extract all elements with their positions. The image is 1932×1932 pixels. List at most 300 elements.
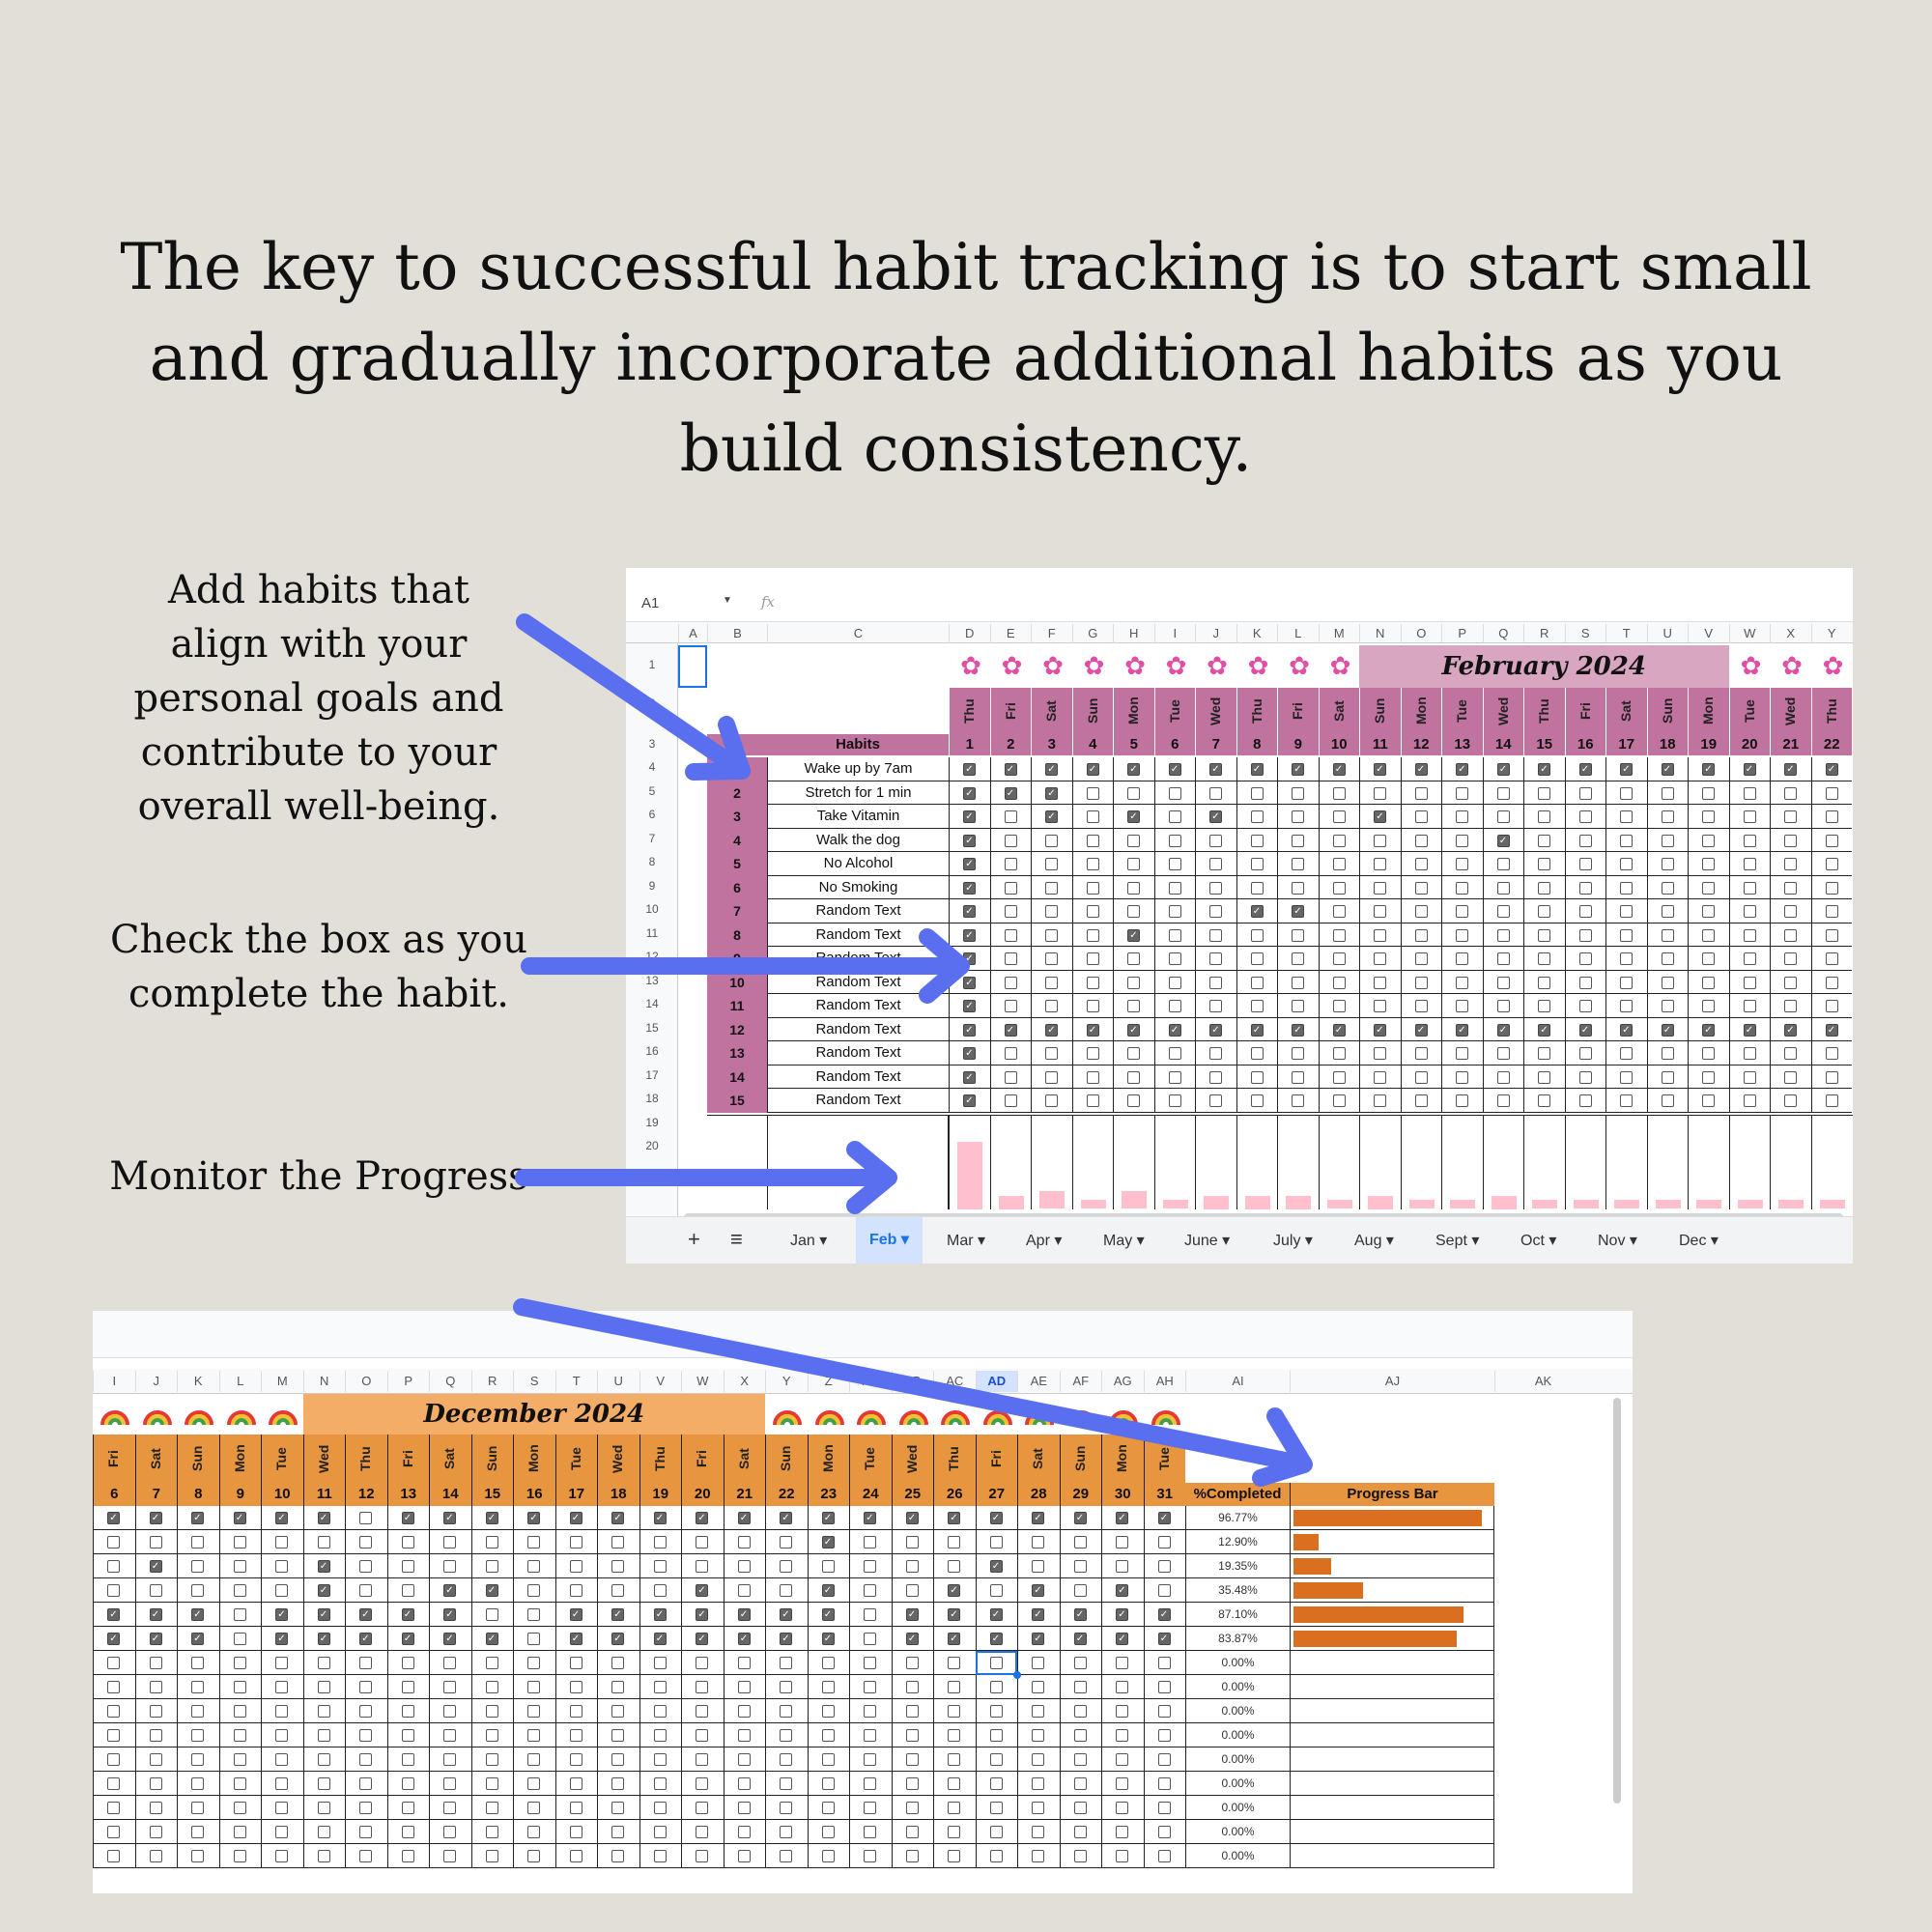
habit-checkbox[interactable] xyxy=(1087,1047,1099,1060)
habit-checkbox[interactable]: ✓ xyxy=(107,1512,120,1524)
habit-checkbox[interactable] xyxy=(359,1560,372,1573)
habit-checkbox[interactable] xyxy=(990,1729,1003,1742)
habit-checkbox[interactable] xyxy=(738,1850,751,1862)
habit-checkbox[interactable] xyxy=(1662,835,1674,847)
habit-checkbox[interactable] xyxy=(906,1681,919,1693)
habit-checkbox[interactable]: ✓ xyxy=(1538,1024,1550,1037)
habit-checkbox[interactable] xyxy=(1826,952,1838,965)
habit-checkbox[interactable] xyxy=(1116,1826,1128,1838)
habit-checkbox[interactable] xyxy=(1074,1536,1087,1548)
habit-checkbox[interactable] xyxy=(948,1729,960,1742)
habit-checkbox[interactable] xyxy=(1620,1071,1633,1084)
habit-checkbox[interactable] xyxy=(527,1850,540,1862)
habit-checkbox[interactable] xyxy=(1826,787,1838,800)
habit-checkbox[interactable] xyxy=(1662,858,1674,870)
habit-checkbox[interactable] xyxy=(359,1657,372,1669)
habit-name[interactable]: Wake up by 7am xyxy=(767,757,949,781)
habit-checkbox[interactable] xyxy=(780,1705,792,1718)
habit-checkbox[interactable] xyxy=(1456,905,1468,918)
habit-checkbox[interactable] xyxy=(654,1657,667,1669)
habit-checkbox[interactable] xyxy=(1456,1047,1468,1060)
habit-checkbox[interactable] xyxy=(486,1850,498,1862)
habit-checkbox[interactable] xyxy=(1005,929,1017,942)
habit-checkbox[interactable] xyxy=(1497,858,1510,870)
habit-checkbox[interactable] xyxy=(1169,882,1181,895)
habit-checkbox[interactable]: ✓ xyxy=(963,858,976,870)
habit-checkbox[interactable] xyxy=(1333,835,1346,847)
habit-checkbox[interactable] xyxy=(906,1584,919,1597)
habit-checkbox[interactable] xyxy=(1333,810,1346,823)
habit-checkbox[interactable]: ✓ xyxy=(1074,1608,1087,1621)
habit-checkbox[interactable]: ✓ xyxy=(402,1608,414,1621)
habit-checkbox[interactable]: ✓ xyxy=(990,1512,1003,1524)
habit-checkbox[interactable] xyxy=(1415,858,1428,870)
habit-checkbox[interactable] xyxy=(696,1777,708,1790)
habit-checkbox[interactable] xyxy=(1333,858,1346,870)
habit-checkbox[interactable] xyxy=(318,1802,330,1814)
habit-checkbox[interactable] xyxy=(1744,810,1756,823)
habit-checkbox[interactable] xyxy=(1662,1094,1674,1107)
habit-checkbox[interactable] xyxy=(1127,835,1140,847)
habit-checkbox[interactable] xyxy=(1127,952,1140,965)
habit-checkbox[interactable] xyxy=(570,1850,582,1862)
habit-checkbox[interactable] xyxy=(486,1681,498,1693)
habit-checkbox[interactable]: ✓ xyxy=(780,1633,792,1645)
habit-checkbox[interactable]: ✓ xyxy=(1456,763,1468,776)
habit-checkbox[interactable] xyxy=(1209,835,1222,847)
habit-checkbox[interactable] xyxy=(275,1729,288,1742)
habit-checkbox[interactable]: ✓ xyxy=(150,1560,162,1573)
habit-checkbox[interactable] xyxy=(1251,858,1264,870)
habit-checkbox[interactable] xyxy=(150,1729,162,1742)
habit-checkbox[interactable] xyxy=(864,1657,876,1669)
habit-checkbox[interactable] xyxy=(1333,787,1346,800)
habit-checkbox[interactable] xyxy=(107,1705,120,1718)
tab-june[interactable]: June ▾ xyxy=(1184,1233,1231,1249)
habit-checkbox[interactable] xyxy=(359,1512,372,1524)
habit-name[interactable]: Stretch for 1 min xyxy=(767,781,949,806)
row-number[interactable]: 4 xyxy=(648,760,656,774)
row-number[interactable]: 9 xyxy=(648,878,656,893)
habit-checkbox[interactable] xyxy=(1032,1777,1044,1790)
habit-checkbox[interactable]: ✓ xyxy=(1415,1024,1428,1037)
habit-checkbox[interactable] xyxy=(359,1729,372,1742)
habit-checkbox[interactable]: ✓ xyxy=(1074,1512,1087,1524)
habit-checkbox[interactable] xyxy=(990,1705,1003,1718)
habit-checkbox[interactable] xyxy=(1456,858,1468,870)
habit-checkbox[interactable] xyxy=(864,1729,876,1742)
habit-checkbox[interactable] xyxy=(1374,882,1386,895)
habit-checkbox[interactable] xyxy=(1127,1000,1140,1012)
habit-checkbox[interactable] xyxy=(359,1826,372,1838)
habit-checkbox[interactable] xyxy=(654,1705,667,1718)
habit-checkbox[interactable] xyxy=(1702,929,1715,942)
habit-checkbox[interactable] xyxy=(275,1657,288,1669)
habit-checkbox[interactable] xyxy=(1045,1071,1058,1084)
habit-checkbox[interactable] xyxy=(1169,1071,1181,1084)
habit-checkbox[interactable] xyxy=(1497,1071,1510,1084)
row-number[interactable]: 10 xyxy=(645,902,659,916)
habit-checkbox[interactable]: ✓ xyxy=(1032,1608,1044,1621)
habit-checkbox[interactable] xyxy=(1127,1047,1140,1060)
habit-checkbox[interactable] xyxy=(1826,810,1838,823)
habit-checkbox[interactable] xyxy=(948,1753,960,1766)
habit-checkbox[interactable] xyxy=(1620,882,1633,895)
habit-checkbox[interactable] xyxy=(1702,858,1715,870)
habit-checkbox[interactable] xyxy=(822,1560,835,1573)
habit-checkbox[interactable]: ✓ xyxy=(1374,1024,1386,1037)
habit-checkbox[interactable] xyxy=(1116,1705,1128,1718)
column-letter[interactable]: P xyxy=(387,1371,430,1392)
row-number[interactable]: 13 xyxy=(645,973,659,987)
column-letter[interactable]: AI xyxy=(1185,1371,1290,1392)
habit-checkbox[interactable] xyxy=(1209,952,1222,965)
habit-checkbox[interactable] xyxy=(738,1826,751,1838)
habit-checkbox[interactable] xyxy=(150,1584,162,1597)
habit-checkbox[interactable] xyxy=(527,1657,540,1669)
habit-checkbox[interactable] xyxy=(948,1802,960,1814)
habit-checkbox[interactable]: ✓ xyxy=(1032,1512,1044,1524)
habit-checkbox[interactable] xyxy=(864,1584,876,1597)
habit-checkbox[interactable] xyxy=(1784,1094,1797,1107)
habit-checkbox[interactable]: ✓ xyxy=(527,1512,540,1524)
habit-checkbox[interactable]: ✓ xyxy=(780,1608,792,1621)
habit-checkbox[interactable] xyxy=(107,1729,120,1742)
habit-checkbox[interactable] xyxy=(990,1777,1003,1790)
habit-checkbox[interactable]: ✓ xyxy=(1826,1024,1838,1037)
habit-checkbox[interactable] xyxy=(1620,835,1633,847)
habit-checkbox[interactable] xyxy=(1415,929,1428,942)
habit-name[interactable]: Random Text xyxy=(767,1065,949,1090)
habit-checkbox[interactable] xyxy=(1744,905,1756,918)
habit-checkbox[interactable] xyxy=(1415,1071,1428,1084)
habit-checkbox[interactable] xyxy=(822,1777,835,1790)
habit-checkbox[interactable]: ✓ xyxy=(1251,763,1264,776)
habit-checkbox[interactable] xyxy=(990,1584,1003,1597)
habit-checkbox[interactable] xyxy=(150,1681,162,1693)
habit-checkbox[interactable] xyxy=(318,1777,330,1790)
habit-checkbox[interactable] xyxy=(1538,1047,1550,1060)
habit-checkbox[interactable]: ✓ xyxy=(822,1536,835,1548)
habit-checkbox[interactable] xyxy=(1087,858,1099,870)
habit-checkbox[interactable] xyxy=(1456,1000,1468,1012)
habit-checkbox[interactable] xyxy=(1620,1000,1633,1012)
habit-checkbox[interactable] xyxy=(1620,977,1633,989)
habit-name[interactable]: Random Text xyxy=(767,1089,949,1113)
habit-checkbox[interactable] xyxy=(654,1777,667,1790)
habit-checkbox[interactable] xyxy=(234,1681,246,1693)
habit-checkbox[interactable] xyxy=(1292,835,1304,847)
habit-name[interactable]: Take Vitamin xyxy=(767,805,949,829)
habit-checkbox[interactable] xyxy=(1744,787,1756,800)
row-number[interactable]: 6 xyxy=(648,808,656,821)
tab-may[interactable]: May ▾ xyxy=(1103,1233,1145,1249)
habit-checkbox[interactable] xyxy=(234,1802,246,1814)
habit-checkbox[interactable] xyxy=(738,1705,751,1718)
column-letter[interactable]: N xyxy=(303,1371,346,1392)
habit-checkbox[interactable] xyxy=(1251,952,1264,965)
habit-checkbox[interactable] xyxy=(318,1681,330,1693)
habit-checkbox[interactable] xyxy=(234,1657,246,1669)
habit-checkbox[interactable] xyxy=(1374,858,1386,870)
habit-checkbox[interactable] xyxy=(1826,882,1838,895)
habit-checkbox[interactable] xyxy=(443,1560,456,1573)
habit-checkbox[interactable] xyxy=(1032,1753,1044,1766)
habit-checkbox[interactable]: ✓ xyxy=(107,1608,120,1621)
habit-checkbox[interactable]: ✓ xyxy=(963,787,976,800)
habit-checkbox[interactable] xyxy=(1744,1071,1756,1084)
add-sheet-icon[interactable]: + xyxy=(688,1227,700,1251)
habit-checkbox[interactable] xyxy=(1784,929,1797,942)
habit-checkbox[interactable]: ✓ xyxy=(1744,763,1756,776)
habit-checkbox[interactable]: ✓ xyxy=(1074,1633,1087,1645)
habit-checkbox[interactable]: ✓ xyxy=(1251,905,1264,918)
habit-checkbox[interactable] xyxy=(1374,1094,1386,1107)
habit-checkbox[interactable] xyxy=(1116,1560,1128,1573)
habit-checkbox[interactable] xyxy=(107,1826,120,1838)
habit-checkbox[interactable]: ✓ xyxy=(611,1633,624,1645)
habit-checkbox[interactable] xyxy=(1074,1802,1087,1814)
habit-checkbox[interactable] xyxy=(570,1536,582,1548)
habit-checkbox[interactable]: ✓ xyxy=(1116,1633,1128,1645)
habit-checkbox[interactable]: ✓ xyxy=(963,1094,976,1107)
habit-checkbox[interactable] xyxy=(1158,1802,1171,1814)
habit-checkbox[interactable] xyxy=(443,1826,456,1838)
habit-checkbox[interactable] xyxy=(1292,952,1304,965)
column-letter[interactable]: M xyxy=(1319,624,1360,643)
habit-checkbox[interactable] xyxy=(527,1826,540,1838)
habit-checkbox[interactable] xyxy=(1538,929,1550,942)
habit-checkbox[interactable]: ✓ xyxy=(1620,1024,1633,1037)
habit-checkbox[interactable] xyxy=(1702,810,1715,823)
habit-checkbox[interactable] xyxy=(107,1777,120,1790)
habit-checkbox[interactable] xyxy=(1744,929,1756,942)
habit-checkbox[interactable] xyxy=(1333,1000,1346,1012)
habit-checkbox[interactable] xyxy=(191,1584,204,1597)
habit-checkbox[interactable]: ✓ xyxy=(1087,1024,1099,1037)
habit-checkbox[interactable] xyxy=(696,1729,708,1742)
column-letter[interactable]: AJ xyxy=(1290,1371,1494,1392)
habit-checkbox[interactable] xyxy=(1744,977,1756,989)
habit-checkbox[interactable] xyxy=(696,1753,708,1766)
habit-checkbox[interactable] xyxy=(402,1560,414,1573)
habit-checkbox[interactable] xyxy=(696,1681,708,1693)
habit-checkbox[interactable] xyxy=(1045,1047,1058,1060)
habit-checkbox[interactable] xyxy=(1784,1000,1797,1012)
habit-checkbox[interactable] xyxy=(1415,835,1428,847)
habit-checkbox[interactable] xyxy=(1169,929,1181,942)
habit-checkbox[interactable]: ✓ xyxy=(443,1633,456,1645)
habit-checkbox[interactable] xyxy=(696,1560,708,1573)
habit-checkbox[interactable] xyxy=(1209,882,1222,895)
habit-checkbox[interactable]: ✓ xyxy=(822,1584,835,1597)
column-letter[interactable]: D xyxy=(949,624,990,643)
habit-checkbox[interactable] xyxy=(1538,977,1550,989)
habit-checkbox[interactable] xyxy=(1456,810,1468,823)
habit-checkbox[interactable] xyxy=(780,1584,792,1597)
habit-checkbox[interactable] xyxy=(1662,977,1674,989)
habit-checkbox[interactable] xyxy=(486,1536,498,1548)
habit-checkbox[interactable] xyxy=(611,1802,624,1814)
habit-checkbox[interactable] xyxy=(359,1536,372,1548)
habit-checkbox[interactable] xyxy=(1251,810,1264,823)
habit-checkbox[interactable] xyxy=(780,1826,792,1838)
habit-checkbox[interactable] xyxy=(1456,1094,1468,1107)
habit-checkbox[interactable] xyxy=(1784,810,1797,823)
habit-checkbox[interactable] xyxy=(1005,1071,1017,1084)
habit-checkbox[interactable] xyxy=(1045,952,1058,965)
habit-checkbox[interactable] xyxy=(486,1753,498,1766)
habit-checkbox[interactable] xyxy=(1456,882,1468,895)
row-number[interactable]: 5 xyxy=(648,783,656,798)
habit-checkbox[interactable]: ✓ xyxy=(318,1633,330,1645)
habit-checkbox[interactable] xyxy=(191,1729,204,1742)
column-letter[interactable]: V xyxy=(1688,624,1729,643)
habit-checkbox[interactable] xyxy=(864,1633,876,1645)
habit-checkbox[interactable]: ✓ xyxy=(1032,1633,1044,1645)
habit-checkbox[interactable] xyxy=(402,1777,414,1790)
habit-checkbox[interactable] xyxy=(234,1826,246,1838)
habit-checkbox[interactable]: ✓ xyxy=(611,1512,624,1524)
habit-checkbox[interactable]: ✓ xyxy=(1209,1024,1222,1037)
habit-checkbox[interactable] xyxy=(738,1777,751,1790)
habit-checkbox[interactable] xyxy=(780,1536,792,1548)
habit-checkbox[interactable] xyxy=(696,1802,708,1814)
habit-checkbox[interactable] xyxy=(1333,977,1346,989)
habit-checkbox[interactable]: ✓ xyxy=(1005,787,1017,800)
habit-checkbox[interactable] xyxy=(1538,905,1550,918)
habit-checkbox[interactable] xyxy=(1826,1071,1838,1084)
column-letter[interactable]: O xyxy=(1401,624,1442,643)
habit-checkbox[interactable] xyxy=(234,1753,246,1766)
habit-checkbox[interactable] xyxy=(1087,1000,1099,1012)
habit-checkbox[interactable]: ✓ xyxy=(443,1608,456,1621)
habit-checkbox[interactable] xyxy=(1620,787,1633,800)
habit-checkbox[interactable] xyxy=(1662,810,1674,823)
habit-checkbox[interactable] xyxy=(1116,1729,1128,1742)
habit-checkbox[interactable] xyxy=(780,1729,792,1742)
habit-checkbox[interactable] xyxy=(1702,1000,1715,1012)
habit-checkbox[interactable]: ✓ xyxy=(359,1633,372,1645)
habit-checkbox[interactable] xyxy=(402,1826,414,1838)
column-letter[interactable]: B xyxy=(707,624,767,643)
habit-checkbox[interactable]: ✓ xyxy=(150,1512,162,1524)
habit-checkbox[interactable] xyxy=(1209,1047,1222,1060)
habit-checkbox[interactable]: ✓ xyxy=(570,1512,582,1524)
habit-checkbox[interactable] xyxy=(822,1657,835,1669)
habit-checkbox[interactable] xyxy=(1374,1071,1386,1084)
column-letter[interactable]: J xyxy=(1195,624,1236,643)
habit-checkbox[interactable] xyxy=(275,1826,288,1838)
habit-name[interactable]: Random Text xyxy=(767,1041,949,1065)
habit-checkbox[interactable] xyxy=(527,1753,540,1766)
habit-checkbox[interactable] xyxy=(1662,1000,1674,1012)
habit-checkbox[interactable] xyxy=(443,1681,456,1693)
habit-checkbox[interactable]: ✓ xyxy=(1456,1024,1468,1037)
habit-checkbox[interactable]: ✓ xyxy=(963,810,976,823)
habit-checkbox[interactable] xyxy=(1045,1094,1058,1107)
habit-checkbox[interactable] xyxy=(1032,1657,1044,1669)
tab-jan[interactable]: Jan ▾ xyxy=(790,1233,828,1249)
habit-checkbox[interactable] xyxy=(1032,1536,1044,1548)
habit-checkbox[interactable] xyxy=(443,1777,456,1790)
habit-checkbox[interactable] xyxy=(191,1560,204,1573)
habit-checkbox[interactable] xyxy=(1662,1071,1674,1084)
habit-checkbox[interactable]: ✓ xyxy=(1087,763,1099,776)
habit-checkbox[interactable]: ✓ xyxy=(318,1512,330,1524)
habit-checkbox[interactable] xyxy=(275,1536,288,1548)
habit-checkbox[interactable]: ✓ xyxy=(611,1608,624,1621)
habit-checkbox[interactable] xyxy=(359,1681,372,1693)
habit-checkbox[interactable] xyxy=(654,1560,667,1573)
habit-checkbox[interactable] xyxy=(738,1729,751,1742)
habit-checkbox[interactable] xyxy=(1374,787,1386,800)
habit-checkbox[interactable] xyxy=(107,1802,120,1814)
habit-checkbox[interactable] xyxy=(1744,1047,1756,1060)
habit-checkbox[interactable]: ✓ xyxy=(1826,763,1838,776)
habit-checkbox[interactable]: ✓ xyxy=(150,1633,162,1645)
habit-checkbox[interactable]: ✓ xyxy=(402,1633,414,1645)
habit-checkbox[interactable] xyxy=(1456,977,1468,989)
habit-checkbox[interactable] xyxy=(1415,1094,1428,1107)
habit-checkbox[interactable] xyxy=(234,1536,246,1548)
habit-checkbox[interactable] xyxy=(1497,787,1510,800)
habit-checkbox[interactable] xyxy=(1032,1826,1044,1838)
habit-checkbox[interactable] xyxy=(1251,882,1264,895)
habit-checkbox[interactable] xyxy=(527,1584,540,1597)
habit-checkbox[interactable]: ✓ xyxy=(1333,763,1346,776)
habit-checkbox[interactable]: ✓ xyxy=(963,835,976,847)
habit-checkbox[interactable] xyxy=(1169,905,1181,918)
habit-checkbox[interactable] xyxy=(1116,1777,1128,1790)
tab-feb[interactable]: Feb ▾ xyxy=(856,1217,923,1264)
habit-checkbox[interactable] xyxy=(1333,929,1346,942)
habit-checkbox[interactable] xyxy=(696,1705,708,1718)
row-number[interactable]: 18 xyxy=(645,1092,659,1105)
column-letter[interactable]: K xyxy=(177,1371,219,1392)
habit-checkbox[interactable] xyxy=(275,1705,288,1718)
column-letter[interactable]: AE xyxy=(1017,1371,1060,1392)
habit-checkbox[interactable] xyxy=(906,1777,919,1790)
habit-checkbox[interactable] xyxy=(1158,1753,1171,1766)
habit-checkbox[interactable] xyxy=(1087,1094,1099,1107)
habit-checkbox[interactable] xyxy=(1045,858,1058,870)
habit-checkbox[interactable] xyxy=(527,1802,540,1814)
habit-checkbox[interactable] xyxy=(402,1584,414,1597)
habit-checkbox[interactable] xyxy=(1087,882,1099,895)
habit-checkbox[interactable] xyxy=(948,1850,960,1862)
habit-checkbox[interactable] xyxy=(1579,929,1592,942)
habit-checkbox[interactable] xyxy=(1784,787,1797,800)
habit-checkbox[interactable] xyxy=(1005,858,1017,870)
habit-checkbox[interactable] xyxy=(1074,1657,1087,1669)
tab-dec[interactable]: Dec ▾ xyxy=(1679,1233,1719,1249)
habit-checkbox[interactable] xyxy=(1579,1000,1592,1012)
habit-checkbox[interactable]: ✓ xyxy=(1127,929,1140,942)
habit-checkbox[interactable] xyxy=(191,1850,204,1862)
habit-checkbox[interactable] xyxy=(1784,977,1797,989)
habit-checkbox[interactable] xyxy=(1744,835,1756,847)
habit-checkbox[interactable]: ✓ xyxy=(1116,1608,1128,1621)
habit-checkbox[interactable] xyxy=(1292,1047,1304,1060)
habit-checkbox[interactable] xyxy=(1415,810,1428,823)
habit-checkbox[interactable] xyxy=(864,1705,876,1718)
habit-checkbox[interactable] xyxy=(1744,858,1756,870)
habit-checkbox[interactable]: ✓ xyxy=(570,1633,582,1645)
habit-checkbox[interactable] xyxy=(990,1753,1003,1766)
habit-checkbox[interactable] xyxy=(1374,929,1386,942)
habit-checkbox[interactable] xyxy=(1292,977,1304,989)
